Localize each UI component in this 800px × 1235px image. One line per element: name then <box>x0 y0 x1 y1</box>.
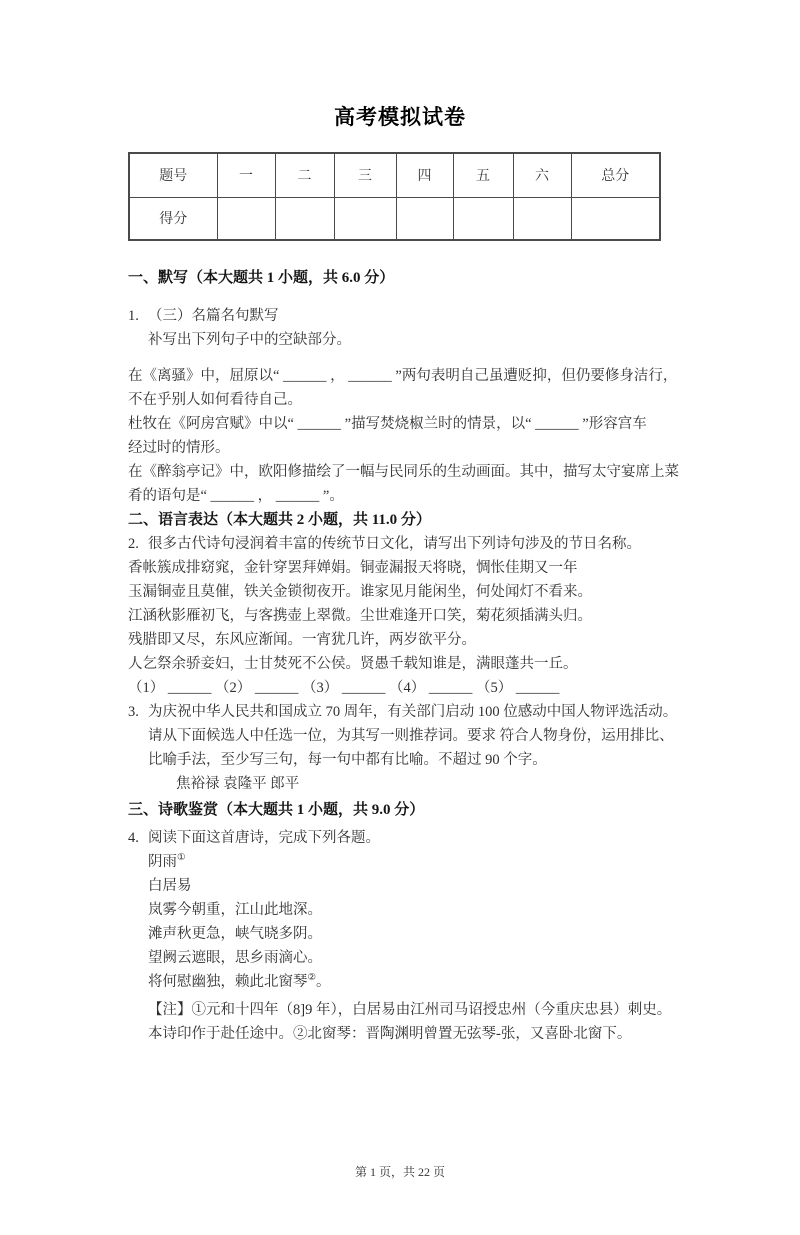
note-ref-1: ① <box>177 853 186 864</box>
score-table-header-cell: 二 <box>275 153 334 197</box>
question-1-subtitle: 补写出下列句子中的空缺部分。 <box>148 332 351 348</box>
page-title: 高考模拟试卷 <box>334 105 466 129</box>
poem-verse-last <box>148 970 672 994</box>
poem-line: 残腊即又尽，东风应渐闻。一宵犹几许，两岁欲平分。 <box>128 632 476 648</box>
poem-title-line <box>148 850 672 874</box>
answer-blanks-line: （1） ______ （2） ______ （3） ______ （4） ______ （5） ______ <box>128 680 560 696</box>
score-table-header-row <box>129 153 660 197</box>
poem-line: 香帐簇成排窈窕，金针穿罢拜婵娟。铜壶漏报天将晓，惆怅佳期又一年 <box>128 560 578 576</box>
score-cell-empty <box>396 197 453 240</box>
score-table-header-cell: 三 <box>334 153 396 197</box>
note-ref-2: ② <box>307 973 317 984</box>
question-3-number: 3. <box>128 704 139 720</box>
question-1-number: 1. <box>128 308 139 324</box>
question-3 <box>128 700 678 796</box>
fill-blank-line: 经过时的情形。 <box>128 440 230 456</box>
candidate-names: 焦裕禄 袁隆平 郎平 <box>176 776 300 792</box>
question-1 <box>128 304 672 352</box>
score-cell-empty <box>453 197 513 240</box>
fill-blank-line: 杜牧在《阿房宫赋》中以“ ______ ”描写焚烧椒兰时的情景，以“ ______ ”形容宫车 <box>128 416 647 432</box>
page-content <box>128 152 679 1046</box>
score-cell-empty <box>275 197 334 240</box>
poet-name: 白居易 <box>148 878 192 894</box>
fill-blank-line: 不在乎别人如何看待自己。 <box>128 392 302 408</box>
score-table-header-cell: 六 <box>513 153 571 197</box>
score-cell-empty <box>334 197 396 240</box>
section-heading-dictation: 一、默写（本大题共 1 小题，共 6.0 分） <box>128 270 395 286</box>
question-1-body <box>128 364 679 508</box>
poem-line: 人乞祭余骄妾妇，士甘焚死不公侯。贤愚千载知谁是，满眼蓬共一丘。 <box>128 656 578 672</box>
question-2-poems <box>128 556 672 700</box>
score-cell-empty <box>571 197 660 240</box>
poem-verse: 岚雾今朝重，江山此地深。 <box>148 902 322 918</box>
page-footer: 第 1 页，共 22 页 <box>354 1165 445 1179</box>
poem-line: 玉漏铜壶且莫催，铁关金锁彻夜开。谁家见月能闲坐，何处闻灯不看来。 <box>128 584 592 600</box>
score-cell-empty <box>513 197 571 240</box>
fill-blank-line: 在《醉翁亭记》中，欧阳修描绘了一幅与民同乐的生动画面。其中，描写太守宴席上菜 <box>128 464 679 480</box>
note-line: 【注】①元和十四年（8]9 年），白居易由江州司马诏授忠州（今重庆忠县）刺史。 <box>148 1002 672 1018</box>
fill-blank-line: 肴的语句是“ ______ ， ______ ”。 <box>128 488 344 504</box>
poem-verse-end: 。 <box>316 974 331 990</box>
score-table-header-cell: 总分 <box>571 153 660 197</box>
note-line: 本诗印作于赴任途中。②北窗琴：晋陶渊明曾置无弦琴-张，又喜卧北窗下。 <box>148 1026 632 1042</box>
poem-verse: 滩声秋更急，峡气晓多阴。 <box>148 926 322 942</box>
question-3-line: 请从下面候选人中任选一位，为其写一则推荐词。要求 符合人物身份，运用排比、 <box>148 728 674 744</box>
score-table-header-cell: 题号 <box>129 153 217 197</box>
score-row-label: 得分 <box>129 197 217 240</box>
question-4-prompt: 阅读下面这首唐诗，完成下列各题。 <box>148 830 380 846</box>
score-table-header-cell: 一 <box>217 153 275 197</box>
section-heading-poetry: 三、诗歌鉴赏（本大题共 1 小题，共 9.0 分） <box>128 802 425 818</box>
section-heading-language: 二、语言表达（本大题共 2 小题，共 11.0 分） <box>128 512 431 528</box>
poem-verse-text: 将何慰幽独，赖此北窗琴 <box>148 974 308 990</box>
question-4-number: 4. <box>128 830 139 846</box>
question-3-line: 比喻手法，至少写三句，每一句中都有比喻。不超过 90 个字。 <box>148 752 547 768</box>
poem-verse: 望阙云遮眼，思乡雨滴心。 <box>148 950 322 966</box>
question-4 <box>128 826 672 1046</box>
question-2-number: 2. <box>128 536 139 552</box>
poem-line: 江涵秋影雁初飞，与客携壶上翠微。尘世难逢开口笑，菊花须插满头归。 <box>128 608 592 624</box>
fill-blank-line: 在《离骚》中，屈原以“ ______ ， ______ ”两句表明自己虽遭贬抑，但仍要修身洁行， <box>128 368 678 384</box>
question-2-prompt: 很多古代诗句浸润着丰富的传统节日文化，请写出下列诗句涉及的节日名称。 <box>148 536 641 552</box>
score-table <box>128 152 661 241</box>
question-2 <box>128 532 672 556</box>
score-cell-empty <box>217 197 275 240</box>
score-table-header-cell: 四 <box>396 153 453 197</box>
poem-title: 阴雨 <box>148 854 177 870</box>
question-3-line: 为庆祝中华人民共和国成立 70 周年，有关部门启动 100 位感动中国人物评选活动。 <box>148 704 678 720</box>
score-table-header-cell: 五 <box>453 153 513 197</box>
score-table-score-row <box>129 197 660 240</box>
question-1-title: （三）名篇名句默写 <box>148 308 279 324</box>
poem-notes <box>148 998 672 1046</box>
